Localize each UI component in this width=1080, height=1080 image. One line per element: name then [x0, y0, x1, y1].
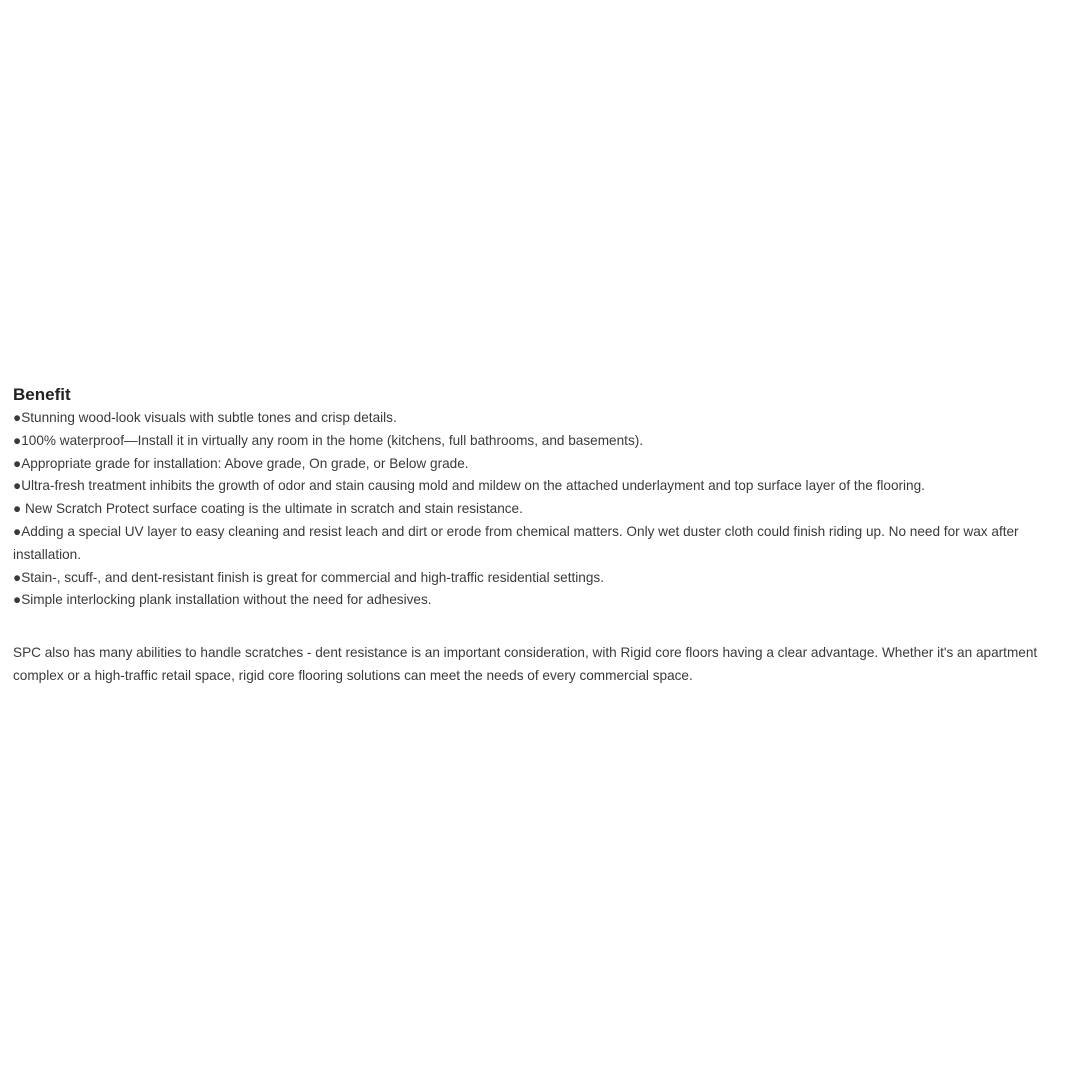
- benefit-item: ●Simple interlocking plank installation without the need for adhesives.: [13, 592, 432, 608]
- benefit-item: ●Stain-, scuff-, and dent-resistant finish is great for commercial and high-traffic residential settings.: [13, 569, 604, 585]
- benefit-section: [13, 383, 1075, 688]
- benefit-item: ●Ultra-fresh treatment inhibits the growth of odor and stain causing mold and mildew on the attached underlayment and top surface layer of the flooring.: [13, 478, 925, 494]
- benefit-item: ●100% waterproof—Install it in virtually any room in the home (kitchens, full bathrooms, and basements).: [13, 432, 644, 448]
- benefit-item: ●Appropriate grade for installation: Above grade, On grade, or Below grade.: [13, 455, 469, 471]
- benefit-item: ●Stunning wood-look visuals with subtle tones and crisp details.: [13, 410, 397, 425]
- description-paragraph: SPC also has many abilities to handle scratches - dent resistance is an important consideration, with Rigid core floors having a clear advantage. Whether it's an apartment complex or a high-traffic retail space, rigid core flooring solutions can meet the needs of every commercial space.: [13, 645, 1038, 683]
- benefit-item: ● New Scratch Protect surface coating is the ultimate in scratch and stain resistance.: [13, 501, 523, 517]
- section-heading: Benefit: [13, 385, 71, 404]
- benefit-item: ●Adding a special UV layer to easy cleaning and resist leach and dirt or erode from chemical matters. Only wet duster cloth could finish riding up. No need for wax after installation.: [13, 523, 1019, 562]
- benefit-list: [13, 407, 1075, 612]
